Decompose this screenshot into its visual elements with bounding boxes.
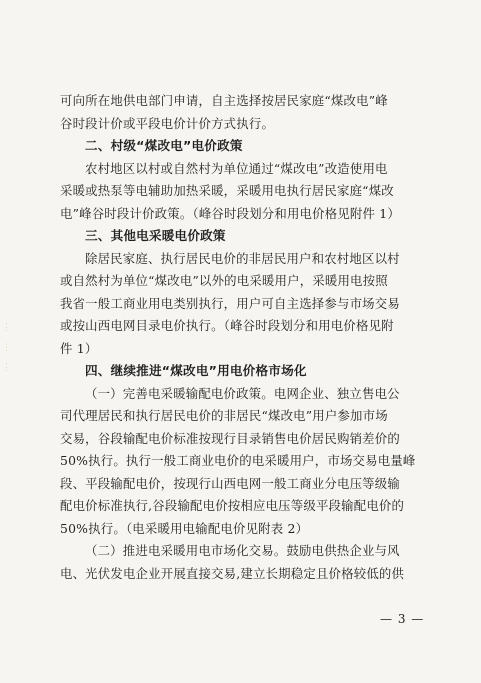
text-line: 电”峰谷时段计价政策。（峰谷时段划分和用电价格见附件 1） xyxy=(60,205,400,221)
section-heading: 三、其他电采暖电价政策 xyxy=(85,228,226,243)
text-line: 除居民家庭、执行居民电价的非居民用户和农村地区以村 xyxy=(85,250,400,266)
text-line: 司代理居民和执行居民电价的非居民“煤改电”用户参加市场 xyxy=(60,408,388,423)
section-heading: 二、村级“煤改电”电价政策 xyxy=(85,138,243,153)
text-line: 件 1） xyxy=(60,340,98,356)
margin-stain: ⋮ ⋮ ⋮ xyxy=(2,323,11,373)
text-line: 谷时段计价或平段电价计价方式执行。 xyxy=(60,115,275,131)
text-line: 采暖或热泵等电辅助加热采暖，采暖用电执行居民家庭“煤改 xyxy=(60,183,394,198)
text-line: 50%执行。（电采暖用电输配电价见附表 2） xyxy=(60,520,309,536)
text-line: 或自然村为单位“煤改电”以外的电采暖用户，采暖用电按照 xyxy=(60,273,388,288)
text-line: （二）推进电采暖用电市场化交易。鼓励电供热企业与风 xyxy=(85,543,400,558)
text-line: 农村地区以村或自然村为单位通过“煤改电”改造使用电 xyxy=(85,160,388,176)
page-number: — 3 — xyxy=(380,612,425,626)
text-line: 段、平段输配电价，按现行山西电网一般工商业分电压等级输 xyxy=(60,475,400,491)
text-line: 可向所在地供电部门申请，自主选择按居民家庭“煤改电”峰 xyxy=(60,93,388,108)
text-line: 或按山西电网目录电价执行。（峰谷时段划分和用电价格见附 xyxy=(60,318,394,333)
text-line: 电、光伏发电企业开展直接交易,建立长期稳定且价格较低的供 xyxy=(60,565,405,581)
text-line: 50%执行。执行一般工商业电价的电采暖用户，市场交易电量峰 xyxy=(60,453,416,468)
text-line: （一）完善电采暖输配电价政策。电网企业、独立售电公 xyxy=(85,385,400,401)
section-heading: 四、继续推进“煤改电”用电价格市场化 xyxy=(85,363,307,378)
text-line: 配电价标准执行,谷段输配电价按相应电压等级平段输配电价的 xyxy=(60,498,405,513)
text-line: 我省一般工商业用电类别执行，用户可自主选择参与市场交易 xyxy=(60,295,400,311)
document-body xyxy=(60,90,430,585)
text-line: 交易，谷段输配电价标准按现行目录销售电价居民购销差价的 xyxy=(60,430,400,446)
